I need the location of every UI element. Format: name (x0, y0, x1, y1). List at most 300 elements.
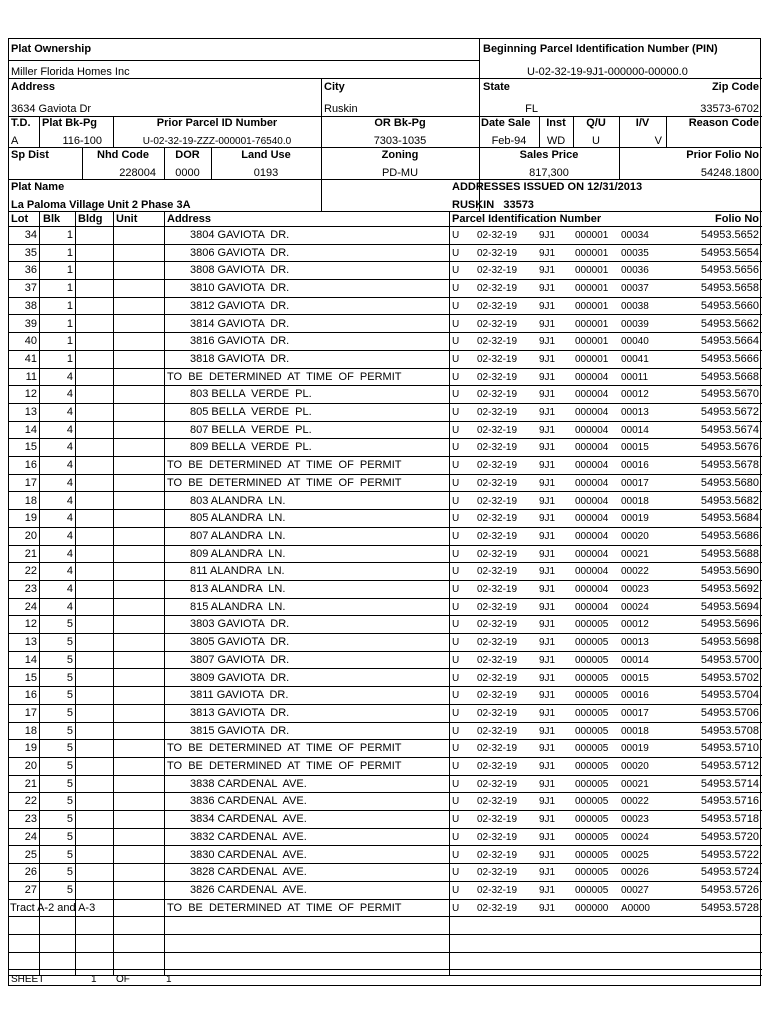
pin-block: 000005 (575, 654, 609, 666)
blk-cell: 1 (66, 246, 73, 259)
city-value: Ruskin (324, 103, 358, 115)
col-address: Address (167, 213, 212, 225)
pin-sub: 9J1 (539, 902, 556, 914)
pin-lot: 00024 (621, 831, 649, 843)
pin-lot: A0000 (621, 902, 650, 914)
zoning-value: PD-MU (381, 167, 419, 179)
pin-block: 000005 (575, 690, 609, 702)
lot-cell: 17 (24, 706, 37, 719)
lot-cell: 21 (24, 777, 37, 790)
address-label: Address (11, 81, 56, 93)
landuse-label: Land Use (241, 149, 291, 161)
sheet-label: SHEET (11, 974, 45, 985)
table-row (9, 705, 762, 723)
pin-lot: 00021 (621, 548, 649, 560)
blk-cell: 5 (66, 848, 73, 861)
address-cell: 3803 GAVIOTA DR. (190, 618, 290, 631)
address-cell: 3814 GAVIOTA DR. (190, 317, 290, 330)
blk-cell: 1 (66, 352, 73, 365)
folio-cell: 54953.5702 (700, 671, 759, 684)
lot-cell: 25 (24, 848, 37, 861)
folio-cell: 54953.5682 (700, 494, 759, 507)
pin-block: 000004 (575, 477, 609, 489)
table-row (9, 422, 762, 440)
address-cell: 3810 GAVIOTA DR. (190, 282, 290, 295)
address-cell: 809 BELLA VERDE PL. (190, 441, 312, 454)
pin-twp: 02-32-19 (477, 796, 518, 808)
pin-prefix: U (452, 867, 460, 879)
lot-cell: 21 (24, 547, 37, 560)
iv-value: V (654, 135, 662, 147)
pin-twp: 02-32-19 (477, 831, 518, 843)
lot-cell: 20 (24, 529, 37, 542)
pin-sub: 9J1 (539, 707, 556, 719)
pin-lot: 00012 (621, 619, 649, 631)
pin-prefix: U (452, 796, 460, 808)
pin-prefix: U (452, 247, 460, 259)
dor-label: DOR (175, 149, 200, 161)
folio-cell: 54953.5716 (700, 795, 759, 808)
table-row (9, 634, 762, 652)
table-row (9, 847, 762, 865)
blk-cell: 5 (66, 760, 73, 772)
issued-label: ADDRESSES ISSUED ON 12/31/2013 (452, 181, 643, 193)
table-row (9, 298, 762, 316)
inst-value: WD (546, 135, 566, 147)
blk-cell: 5 (66, 636, 73, 649)
pin-block: 000004 (575, 389, 609, 401)
pin-lot: 00037 (621, 283, 649, 295)
address-cell: 3806 GAVIOTA DR. (190, 246, 290, 259)
pin-prefix: U (452, 424, 460, 436)
table-row (9, 351, 762, 369)
pin-lot: 00019 (621, 513, 649, 525)
table-row (9, 262, 762, 280)
lot-cell: 19 (24, 512, 37, 525)
lot-cell: 40 (24, 335, 37, 348)
blk-cell: 4 (66, 529, 73, 542)
pin-prefix: U (452, 477, 460, 489)
address-cell: 3813 GAVIOTA DR. (190, 706, 290, 719)
blk-cell: 1 (66, 335, 73, 348)
lot-cell: 23 (24, 813, 37, 826)
blk-cell: 4 (66, 547, 73, 560)
pin-prefix: U (452, 619, 460, 631)
address-cell: 3828 CARDENAL AVE. (190, 866, 307, 879)
lot-cell: 17 (24, 476, 37, 489)
lot-cell: 36 (24, 264, 37, 277)
pin-twp: 02-32-19 (477, 265, 518, 277)
blk-cell: 5 (66, 795, 73, 808)
pin-prefix: U (452, 548, 460, 560)
td-label: T.D. (11, 117, 31, 129)
pin-twp: 02-32-19 (477, 495, 518, 507)
pin-lot: 00041 (621, 353, 649, 365)
pin-block: 000001 (575, 265, 609, 277)
address-cell: TO BE DETERMINED AT TIME OF PERMIT (167, 370, 402, 383)
pin-block: 000005 (575, 707, 609, 719)
address-cell: 811 ALANDRA LN. (190, 565, 285, 578)
pin-lot: 00017 (621, 477, 649, 489)
tract-cell: Tract A-2 and A-3 (10, 901, 96, 914)
address-cell: 3816 GAVIOTA DR. (190, 335, 290, 348)
table-row (9, 616, 762, 634)
pin-sub: 9J1 (539, 336, 556, 348)
pin-twp: 02-32-19 (477, 884, 518, 896)
address-value: 3634 Gaviota Dr (11, 103, 92, 115)
pin-prefix: U (452, 460, 460, 472)
pin-prefix: U (452, 513, 460, 525)
pin-sub: 9J1 (539, 460, 556, 472)
zip-value: 33573-6702 (700, 103, 759, 115)
blk-cell: 4 (66, 512, 73, 525)
pin-value: U-02-32-19-9J1-000000-00000.0 (527, 66, 688, 78)
address-cell: TO BE DETERMINED AT TIME OF PERMIT (167, 760, 402, 772)
pin-prefix: U (452, 495, 460, 507)
pin-lot: 00039 (621, 318, 649, 330)
td-value: A (11, 135, 19, 147)
address-cell: 807 ALANDRA LN. (190, 529, 286, 542)
table-row (9, 723, 762, 741)
folio-cell: 54953.5708 (700, 724, 759, 737)
pin-block: 000004 (575, 407, 609, 418)
pin-lot: 00018 (621, 725, 649, 737)
pin-sub: 9J1 (539, 247, 556, 259)
pin-twp: 02-32-19 (477, 230, 518, 241)
folio-cell: 54953.5688 (700, 547, 759, 560)
pin-sub: 9J1 (539, 566, 556, 578)
pin-twp: 02-32-19 (477, 902, 518, 914)
pin-lot: 00015 (621, 672, 649, 684)
lot-cell: 26 (24, 866, 37, 879)
prior-parcel-value: U-02-32-19-ZZZ-000001-76540.0 (142, 136, 292, 147)
lot-cell: 23 (24, 583, 37, 595)
pin-twp: 02-32-19 (477, 247, 518, 259)
table-row (9, 758, 762, 776)
pin-prefix: U (452, 761, 460, 772)
pin-block: 000000 (575, 902, 609, 914)
pin-twp: 02-32-19 (477, 424, 518, 436)
table-row (9, 316, 762, 334)
blk-cell: 1 (66, 264, 73, 277)
platname-label: Plat Name (11, 181, 65, 193)
pin-sub: 9J1 (539, 601, 556, 613)
pin-twp: 02-32-19 (477, 566, 518, 578)
address-cell: 3826 CARDENAL AVE. (190, 883, 307, 896)
pin-prefix: U (452, 283, 460, 295)
pin-block: 000001 (575, 230, 609, 241)
table-row (9, 829, 762, 847)
pin-block: 000004 (575, 530, 609, 542)
address-cell: 3830 CARDENAL AVE. (190, 848, 307, 861)
blk-cell: 5 (66, 706, 73, 719)
zip-label: Zip Code (711, 81, 759, 93)
folio-cell: 54953.5700 (700, 653, 759, 666)
lot-cell: 12 (24, 618, 37, 631)
pin-lot: 00036 (621, 265, 649, 277)
priorfolio-value: 54248.1800 (700, 167, 759, 179)
blk-cell: 5 (66, 689, 73, 702)
pin-prefix: U (452, 725, 460, 737)
pin-twp: 02-32-19 (477, 867, 518, 879)
blk-cell: 4 (66, 370, 73, 383)
folio-cell: 54953.5686 (700, 529, 759, 542)
folio-cell: 54953.5718 (700, 813, 759, 826)
blk-cell: 5 (66, 883, 73, 896)
pin-block: 000005 (575, 637, 609, 649)
blk-cell: 4 (66, 388, 73, 401)
table-row (9, 439, 762, 457)
pin-prefix: U (452, 778, 460, 790)
pin-block: 000005 (575, 672, 609, 684)
pin-prefix: U (452, 831, 460, 843)
pin-prefix: U (452, 884, 460, 896)
spdist-label: Sp Dist (11, 149, 49, 161)
blk-cell: 1 (66, 317, 73, 330)
blk-cell: 4 (66, 476, 73, 489)
lot-cell: 15 (24, 671, 37, 684)
pin-lot: 00013 (621, 407, 649, 418)
address-cell: 805 ALANDRA LN. (190, 512, 286, 525)
folio-cell: 54953.5668 (700, 370, 759, 383)
pin-block: 000004 (575, 424, 609, 436)
pin-sub: 9J1 (539, 778, 556, 790)
folio-cell: 54953.5706 (700, 706, 759, 719)
pin-lot: 00020 (621, 530, 649, 542)
qu-value: U (592, 135, 600, 147)
pin-lot: 00012 (621, 389, 649, 401)
prior-parcel-label: Prior Parcel ID Number (156, 117, 278, 129)
issued-city: RUSKIN 33573 (452, 199, 534, 211)
pin-twp: 02-32-19 (477, 690, 518, 702)
folio-cell: 54953.5672 (700, 406, 759, 418)
lot-cell: 19 (24, 742, 37, 755)
pin-lot: 00020 (621, 761, 649, 772)
pin-sub: 9J1 (539, 761, 556, 772)
table-row (9, 900, 762, 918)
blk-cell: 5 (66, 777, 73, 790)
pin-prefix: U (452, 318, 460, 330)
sheet-number: 1 (91, 974, 97, 985)
pin-twp: 02-32-19 (477, 389, 518, 401)
pin-lot: 00014 (621, 424, 649, 436)
plat-ownership-value: Miller Florida Homes Inc (11, 66, 130, 78)
table-row (9, 599, 762, 617)
pin-sub: 9J1 (539, 389, 556, 401)
pin-twp: 02-32-19 (477, 336, 518, 348)
col-lot: Lot (11, 213, 29, 225)
pin-block: 000004 (575, 548, 609, 560)
table-row (9, 369, 762, 387)
pin-lot: 00038 (621, 300, 649, 312)
address-cell: 809 ALANDRA LN. (190, 547, 286, 560)
pin-twp: 02-32-19 (477, 601, 518, 613)
folio-cell: 54953.5676 (700, 441, 759, 454)
pin-twp: 02-32-19 (477, 654, 518, 666)
address-cell: 3812 GAVIOTA DR. (190, 299, 290, 312)
platbkpg-value: 116-100 (62, 135, 102, 147)
pin-lot: 00025 (621, 849, 649, 861)
address-cell: 3838 CARDENAL AVE. (190, 777, 307, 790)
folio-cell: 54953.5704 (700, 689, 759, 702)
folio-cell: 54953.5680 (700, 476, 759, 489)
lot-cell: 22 (24, 565, 37, 578)
address-cell: 3834 CARDENAL AVE. (190, 813, 307, 826)
pin-twp: 02-32-19 (477, 530, 518, 542)
table-row (9, 227, 762, 245)
table-row (9, 404, 762, 422)
pin-twp: 02-32-19 (477, 637, 518, 649)
folio-cell: 54953.5692 (700, 583, 759, 595)
pin-twp: 02-32-19 (477, 283, 518, 295)
address-cell: 3807 GAVIOTA DR. (190, 653, 290, 666)
pin-sub: 9J1 (539, 884, 556, 896)
pin-lot: 00034 (621, 230, 649, 241)
pin-prefix: U (452, 265, 460, 277)
address-cell: 3836 CARDENAL AVE. (190, 795, 307, 808)
folio-cell: 54953.5694 (700, 600, 759, 613)
folio-cell: 54953.5660 (700, 299, 759, 312)
datesale-value: Feb-94 (491, 135, 527, 147)
col-bldg: Bldg (78, 213, 103, 225)
blk-cell: 4 (66, 441, 73, 454)
address-cell: 815 ALANDRA LN. (190, 600, 286, 613)
dor-value: 0000 (175, 167, 200, 179)
pin-prefix: U (452, 584, 460, 595)
table-row (9, 457, 762, 475)
table-row (9, 386, 762, 404)
pin-prefix: U (452, 601, 460, 613)
folio-cell: 54953.5722 (700, 848, 759, 861)
pin-lot: 00026 (621, 867, 649, 879)
folio-cell: 54953.5662 (700, 317, 759, 330)
pin-block: 000004 (575, 495, 609, 507)
address-cell: 3811 GAVIOTA DR. (190, 689, 289, 702)
pin-prefix: U (452, 672, 460, 684)
blk-cell: 4 (66, 459, 73, 472)
pin-sub: 9J1 (539, 477, 556, 489)
pin-sub: 9J1 (539, 442, 556, 454)
iv-label: I/V (635, 117, 650, 129)
pin-prefix: U (452, 300, 460, 312)
pin-sub: 9J1 (539, 637, 556, 649)
pin-twp: 02-32-19 (477, 743, 518, 755)
lot-cell: 15 (24, 441, 37, 454)
folio-cell: 54953.5678 (700, 459, 759, 472)
pin-block: 000001 (575, 283, 609, 295)
col-pin: Parcel Identification Number (452, 213, 602, 225)
pin-prefix: U (452, 707, 460, 719)
pin-block: 000001 (575, 336, 609, 348)
table-row (9, 493, 762, 511)
address-cell: TO BE DETERMINED AT TIME OF PERMIT (167, 901, 402, 914)
pin-twp: 02-32-19 (477, 707, 518, 719)
inst-label: Inst (546, 117, 566, 129)
pin-sub: 9J1 (539, 230, 556, 241)
lot-cell: 41 (24, 352, 37, 365)
pin-block: 000004 (575, 566, 609, 578)
pin-sub: 9J1 (539, 371, 556, 383)
lot-cell: 27 (24, 883, 37, 896)
lot-cell: 20 (24, 760, 37, 772)
pin-block: 000001 (575, 353, 609, 365)
folio-cell: 54953.5724 (700, 866, 759, 879)
lot-cell: 16 (24, 459, 37, 472)
pin-prefix: U (452, 389, 460, 401)
pin-lot: 00035 (621, 247, 649, 259)
pin-sub: 9J1 (539, 283, 556, 295)
pin-sub: 9J1 (539, 690, 556, 702)
city-label: City (324, 81, 345, 93)
pin-sub: 9J1 (539, 318, 556, 330)
blk-cell: 5 (66, 866, 73, 879)
pin-lot: 00024 (621, 601, 649, 613)
pin-block: 000005 (575, 849, 609, 861)
pin-block: 000005 (575, 814, 609, 826)
table-row (9, 776, 762, 794)
table-row (9, 652, 762, 670)
address-cell: 3809 GAVIOTA DR. (190, 671, 290, 684)
pin-block: 000001 (575, 318, 609, 330)
pin-twp: 02-32-19 (477, 300, 518, 312)
pin-block: 000004 (575, 460, 609, 472)
pin-sub: 9J1 (539, 548, 556, 560)
lot-cell: 24 (24, 600, 37, 613)
pin-prefix: U (452, 336, 460, 348)
nhd-value: 228004 (119, 167, 156, 179)
blk-cell: 1 (66, 299, 73, 312)
pin-sub: 9J1 (539, 424, 556, 436)
pin-block: 000004 (575, 442, 609, 454)
address-cell: 3805 GAVIOTA DR. (190, 636, 290, 649)
address-cell: 807 BELLA VERDE PL. (190, 423, 312, 436)
table-row (9, 793, 762, 811)
pin-lot: 00016 (621, 460, 649, 472)
pin-twp: 02-32-19 (477, 318, 518, 330)
address-cell: 805 BELLA VERDE PL. (190, 406, 312, 418)
of-number: 1 (166, 974, 172, 985)
landuse-value: 0193 (253, 167, 279, 179)
pin-sub: 9J1 (539, 796, 556, 808)
pin-twp: 02-32-19 (477, 353, 518, 365)
lot-cell: 14 (24, 653, 37, 666)
pin-sub: 9J1 (539, 725, 556, 737)
folio-cell: 54953.5714 (700, 777, 759, 790)
pin-sub: 9J1 (539, 619, 556, 631)
table-row (9, 864, 762, 882)
parcel-table (9, 227, 762, 975)
pin-twp: 02-32-19 (477, 849, 518, 861)
pin-prefix: U (452, 654, 460, 666)
pin-sub: 9J1 (539, 743, 556, 755)
orbkpg-value: 7303-1035 (373, 135, 427, 147)
blk-cell: 1 (66, 282, 73, 295)
pin-twp: 02-32-19 (477, 513, 518, 525)
pin-block: 000004 (575, 601, 609, 613)
folio-cell: 54953.5710 (700, 742, 759, 755)
lot-cell: 24 (24, 830, 37, 843)
pin-sub: 9J1 (539, 265, 556, 277)
pin-sub: 9J1 (539, 300, 556, 312)
pin-block: 000005 (575, 867, 609, 879)
blk-cell: 5 (66, 653, 73, 666)
folio-cell: 54953.5684 (700, 512, 759, 525)
pin-lot: 00027 (621, 884, 649, 896)
pin-twp: 02-32-19 (477, 814, 518, 826)
lot-cell: 12 (24, 388, 37, 401)
table-row (9, 510, 762, 528)
pin-sub: 9J1 (539, 867, 556, 879)
